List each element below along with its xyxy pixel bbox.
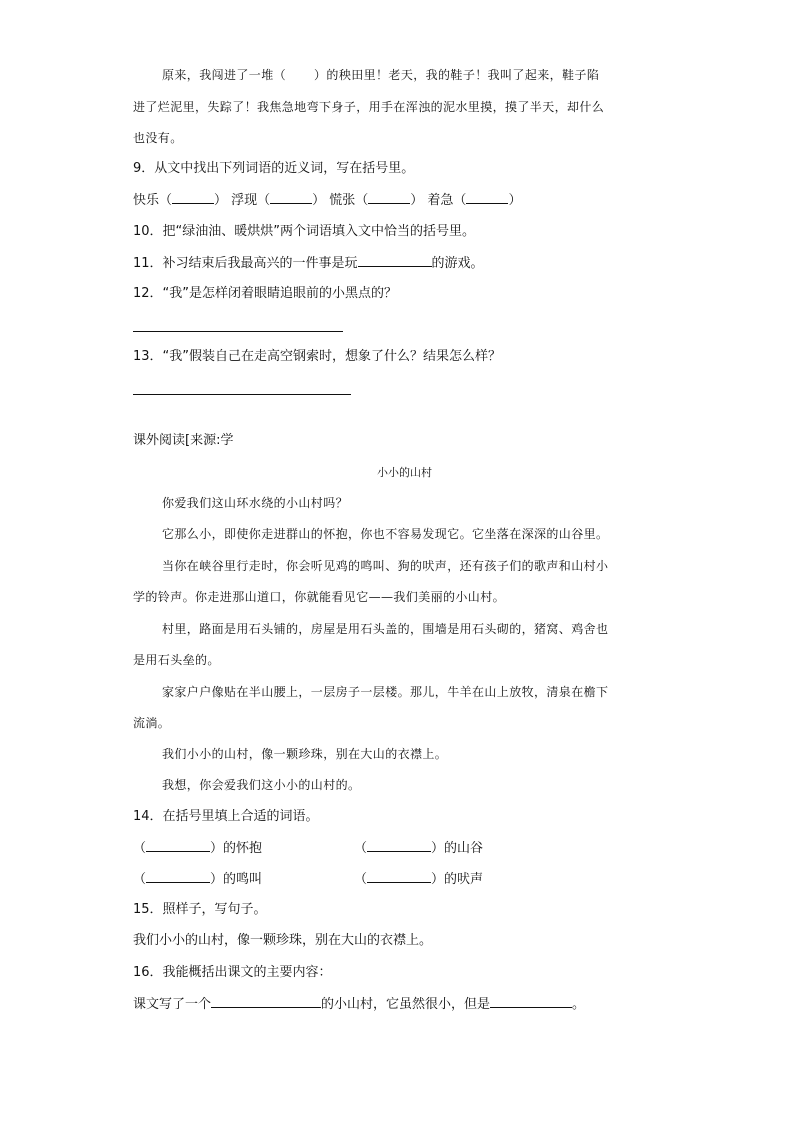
passage2-p6: 我们小小的山村，像一颗珍珠，别在大山的衣襟上。 (162, 747, 448, 761)
passage2-p1: 你爱我们这山环水绕的小山村吗？ (162, 496, 349, 510)
word-fuxian: ） 浮现（ (214, 193, 271, 208)
q14-item-text: 的山谷 (444, 841, 484, 856)
q16-text-c: 。 (572, 997, 586, 1012)
passage2-p5-line2: 流淌。 (133, 716, 171, 730)
answer-blank-q16-2[interactable] (490, 995, 572, 1008)
question-11-text-a: 11．补习结束后我最高兴的一件事是玩 (133, 256, 358, 271)
question-11 (133, 254, 484, 273)
q16-text-a: 课文写了一个 (133, 997, 212, 1012)
question-16-fill (133, 995, 585, 1014)
question-11-text-b: 的游戏。 (431, 256, 484, 271)
word-kuaile: 快乐（ (133, 193, 173, 208)
question-14-stem: 14．在括号里填上合适的词语。 (133, 809, 319, 824)
answer-blank-zhaoji[interactable] (466, 191, 508, 204)
passage2-p3-line1: 当你在峡谷里行走时，你会听见鸡的鸣叫、狗的吠声，还有孩子们的歌声和山村小 (162, 559, 609, 573)
word-huangzhang: ） 慌张（ (312, 193, 369, 208)
q14-item-text: 的吠声 (444, 872, 484, 887)
answer-blank-fuxian[interactable] (270, 191, 312, 204)
bracket-open: （ (133, 841, 147, 856)
answer-blank-q14-3[interactable] (146, 870, 210, 883)
question-15-stem: 15．照样子，写句子。 (133, 902, 267, 917)
question-13-stem: 13．“我”假装自己在走高空钢索时，想象了什么？结果怎么样？ (133, 349, 502, 364)
q14-item-4 (354, 870, 483, 889)
section-heading: 课外阅读[来源:学 (133, 433, 234, 448)
q16-text-b: 的小山村，它虽然很小，但是 (321, 997, 491, 1012)
answer-line-q12[interactable] (133, 331, 343, 332)
q14-item-3 (133, 870, 262, 889)
bracket-open: （ (354, 841, 368, 856)
answer-blank-kuaile[interactable] (172, 191, 214, 204)
question-9-stem: 9．从文中找出下列词语的近义词，写在括号里。 (133, 161, 415, 176)
passage2-p5-line1: 家家户户像贴在半山腰上，一层房子一层楼。那儿，牛羊在山上放牧，清泉在檐下 (162, 685, 609, 699)
bracket-close: ） (431, 841, 445, 856)
question-12-stem: 12．“我”是怎样闭着眼睛追眼前的小黑点的？ (133, 286, 398, 301)
passage2-p4-line2: 是用石头垒的。 (133, 653, 220, 667)
bracket-close: ） (431, 872, 445, 887)
passage2-title: 小小的山村 (377, 466, 432, 479)
answer-blank-q14-4[interactable] (367, 870, 431, 883)
answer-blank-huangzhang[interactable] (368, 191, 410, 204)
passage1-line2: 进了烂泥里，失踪了！我焦急地弯下身子，用手在浑浊的泥水里摸，摸了半天，却什么 (133, 100, 605, 114)
answer-blank-q16-1[interactable] (211, 995, 321, 1008)
passage2-p4-line1: 村里，路面是用石头铺的，房屋是用石头盖的，围墙是用石头砌的，猪窝、鸡舍也 (162, 622, 609, 636)
answer-blank-q14-1[interactable] (146, 839, 210, 852)
q14-item-text: 的鸣叫 (223, 872, 263, 887)
passage2-p3-line2: 学的铃声。你走进那山道口，你就能看见它——我们美丽的小山村。 (133, 590, 506, 604)
question-9-words (133, 191, 521, 210)
passage1-line3: 也没有。 (133, 131, 183, 145)
word-zhaoji: ） 着急（ (410, 193, 467, 208)
bracket-close: ） (508, 193, 522, 208)
bracket-open: （ (133, 872, 147, 887)
passage-text: 原来，我闯进了一堆（ (162, 68, 287, 82)
answer-line-q13[interactable] (133, 394, 351, 395)
bracket-open: （ (354, 872, 368, 887)
question-16-stem: 16．我能概括出课文的主要内容： (133, 965, 332, 980)
answer-blank-q11[interactable] (358, 254, 432, 267)
q14-item-1 (133, 839, 262, 858)
q14-item-2 (354, 839, 483, 858)
passage2-p2: 它那么小，即使你走进群山的怀抱，你也不容易发现它。它坐落在深深的山谷里。 (162, 527, 609, 541)
bracket-close: ） (210, 872, 224, 887)
q14-item-text: 的怀抱 (223, 841, 263, 856)
question-10-stem: 10．把“绿油油、暖烘烘”两个词语填入文中恰当的括号里。 (133, 224, 476, 239)
passage1-line1 (162, 66, 599, 84)
answer-blank-q14-2[interactable] (367, 839, 431, 852)
bracket-close: ） (210, 841, 224, 856)
passage-text: ）的秧田里！老天，我的鞋子！我叫了起来，鞋子陷 (314, 68, 600, 82)
question-15-example: 我们小小的山村，像一颗珍珠，别在大山的衣襟上。 (133, 933, 433, 948)
passage2-p7: 我想，你会爱我们这小小的山村的。 (162, 778, 361, 792)
